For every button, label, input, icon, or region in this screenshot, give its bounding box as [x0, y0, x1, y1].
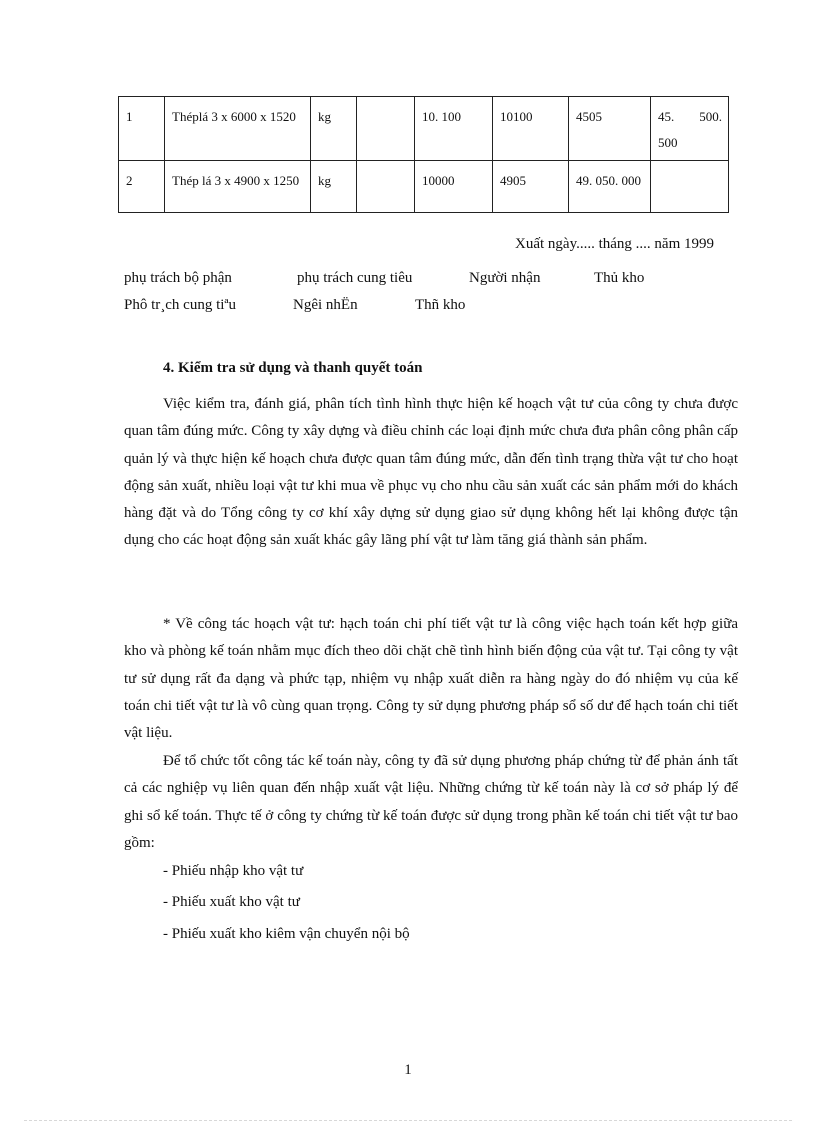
table-cell: 1 — [119, 97, 165, 161]
table-cell — [651, 161, 729, 213]
table-cell: 49. 050. 000 — [569, 161, 651, 213]
page-number: 1 — [404, 1062, 412, 1078]
paragraph: Để tổ chức tốt công tác kế toán này, công ty đã sử dụng phương pháp chứng từ để phản ánh tất cả các nghiệp vụ liên quan đến nhập xuất vật liệu. Những chứng từ kế toán này là cơ sở pháp lý để ghi sổ kế toán. Thực tế ở công ty chứng từ kế toán được sử dụng trong phần kế toán chi tiết vật tư bao gồm: — [124, 753, 738, 851]
signature-label: Thủ kho — [594, 270, 645, 286]
table-cell: kg — [311, 97, 357, 161]
list-item: - Phiếu nhập kho vật tư — [163, 863, 304, 879]
signature-label: Ngêi nhËn — [293, 297, 358, 313]
list-item: - Phiếu xuất kho vật tư — [163, 894, 300, 910]
signature-label: phụ trách cung tiêu — [297, 270, 413, 286]
signature-label: Người nhận — [469, 270, 541, 286]
table-cell: 4505 — [569, 97, 651, 161]
signature-label: Phô tr¸ch cung tiªu — [124, 297, 237, 313]
table-cell: 4905 — [493, 161, 569, 213]
table-cell: kg — [311, 161, 357, 213]
signature-label: Thñ kho — [415, 297, 466, 313]
table-row — [119, 161, 729, 213]
materials-table — [118, 96, 729, 213]
table-cell: Théplá 3 x 6000 x 1520 — [165, 97, 311, 161]
paragraph: Việc kiểm tra, đánh giá, phân tích tình hình thực hiện kế hoạch vật tư của công ty chưa được quan tâm đúng mức. Công ty xây dựng và điều chỉnh các loại định mức chưa đưa phân công phân cấp quản lý và thực hiện kế hoạch chưa được quan tâm đúng mức, dẫn đến tình trạng thừa vật tư cho hoạt động sản xuất, nhiều loại vật tư khi mua về phục vụ cho nhu cầu sản xuất các sản phẩm mới do khách hàng đặt và do Tổng công ty cơ khí xây dựng sử dụng giao sử dụng không hết lại không được tận dụng cho các hoạt động sản xuất khác gây lãng phí vật tư làm tăng giá thành sản phẩm. — [124, 396, 738, 549]
signature-label: phụ trách bộ phận — [124, 270, 232, 286]
table-cell — [357, 161, 415, 213]
table-cell: 10. 100 — [415, 97, 493, 161]
list-item: - Phiếu xuất kho kiêm vận chuyển nội bộ — [163, 926, 410, 942]
section-heading: 4. Kiểm tra sử dụng và thanh quyết toán — [163, 360, 423, 376]
table-cell — [357, 97, 415, 161]
table-cell: 10000 — [415, 161, 493, 213]
table-row — [119, 97, 729, 161]
table-cell: Thép lá 3 x 4900 x 1250 — [165, 161, 311, 213]
paragraph: * Về công tác hoạch vật tư: hạch toán chi phí tiết vật tư là công việc hạch toán kết hợp giữa kho và phòng kế toán nhằm mục đích theo dõi chặt chẽ tình hình biến động của vật tư. Tại công ty vật tư sử dụng rất đa dạng và phức tạp, nhiệm vụ nhập xuất diễn ra hàng ngày do đó nhiệm vụ của kế toán chi tiết vật tư là vô cùng quan trọng. Công ty sử dụng phương pháp sổ số dư để hạch toán chi tiết vật liệu. — [124, 616, 738, 742]
table-cell: 45. 500. 500 — [651, 97, 729, 161]
table-cell: 2 — [119, 161, 165, 213]
table-cell: 10100 — [493, 97, 569, 161]
footer-divider — [24, 1120, 792, 1121]
date-line: Xuất ngày..... tháng .... năm 1999 — [515, 236, 714, 252]
